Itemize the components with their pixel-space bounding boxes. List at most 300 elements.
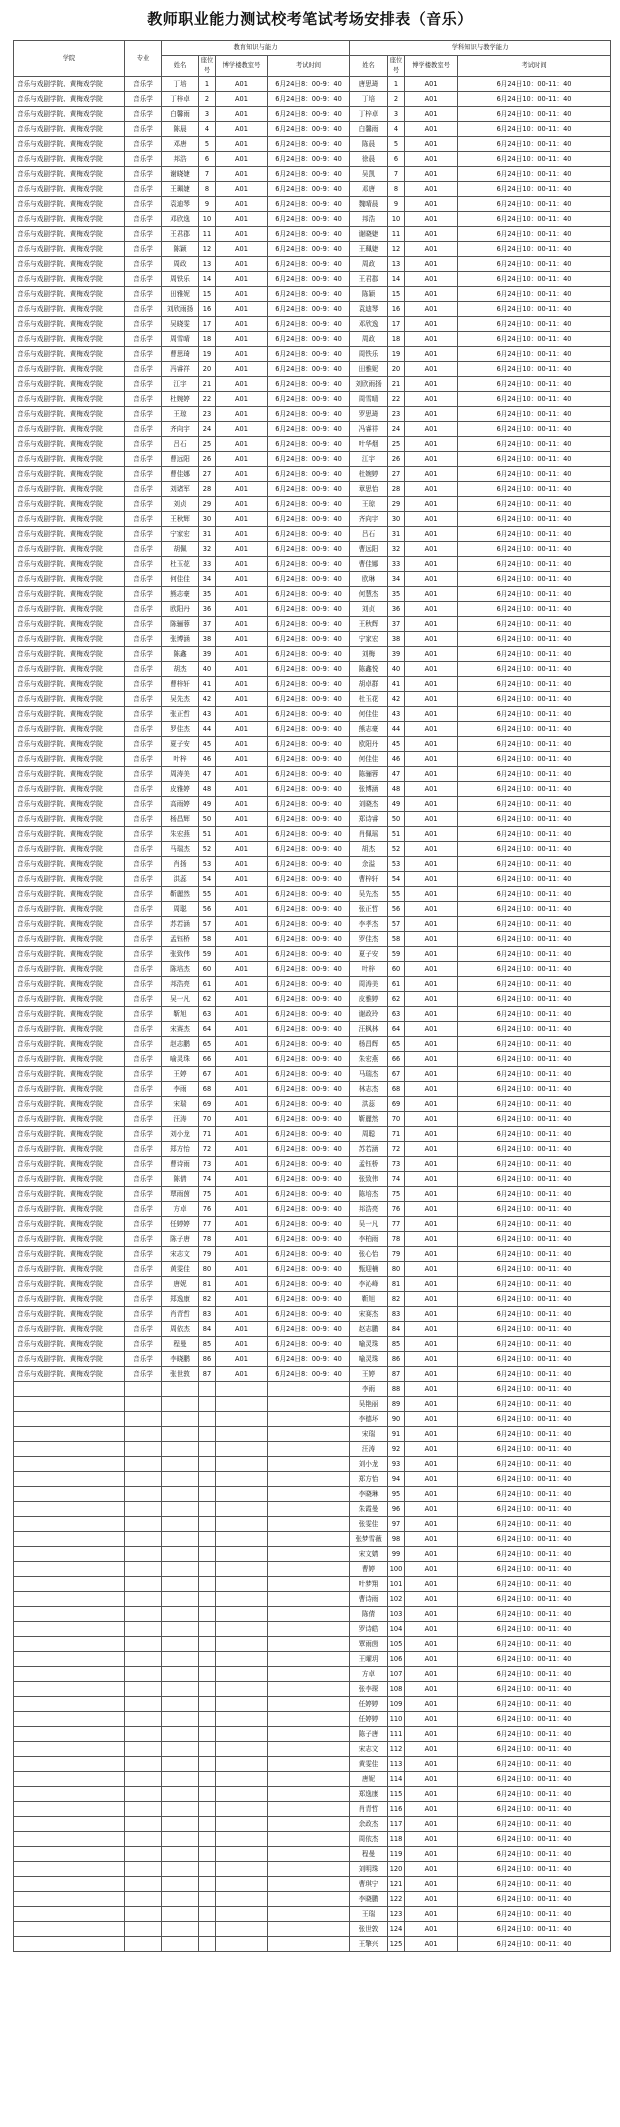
seat-cell-1: 83 xyxy=(199,1307,216,1322)
empty-cell xyxy=(199,1382,216,1397)
room-cell-1: A01 xyxy=(216,827,268,842)
empty-cell xyxy=(125,1502,162,1517)
time-cell-2: 6月24日10：00-11：40 xyxy=(458,1742,611,1757)
room-cell-2: A01 xyxy=(405,422,458,437)
empty-cell xyxy=(199,1742,216,1757)
empty-cell xyxy=(199,1922,216,1937)
time-cell-1: 6月24日8：00-9：40 xyxy=(268,167,350,182)
name-cell-2: 王秋辉 xyxy=(350,617,388,632)
header-room-2: 博学楼教室号 xyxy=(405,56,458,77)
empty-cell xyxy=(216,1772,268,1787)
empty-cell xyxy=(125,1382,162,1397)
time-cell-2: 6月24日10：00-11：40 xyxy=(458,1922,611,1937)
seat-cell-1: 66 xyxy=(199,1052,216,1067)
time-cell-1: 6月24日8：00-9：40 xyxy=(268,422,350,437)
seat-cell-2: 112 xyxy=(388,1742,405,1757)
room-cell-2: A01 xyxy=(405,1292,458,1307)
school-cell: 音乐与戏剧学院、黄梅戏学院 xyxy=(14,917,125,932)
seat-cell-2: 21 xyxy=(388,377,405,392)
room-cell-1: A01 xyxy=(216,1202,268,1217)
time-cell-2: 6月24日10：00-11：40 xyxy=(458,1772,611,1787)
seat-cell-2: 52 xyxy=(388,842,405,857)
name-cell-1: 靳旭 xyxy=(162,1007,199,1022)
table-row xyxy=(14,1112,611,1127)
room-cell-2: A01 xyxy=(405,1007,458,1022)
seat-cell-2: 15 xyxy=(388,287,405,302)
seat-cell-1: 32 xyxy=(199,542,216,557)
seat-cell-1: 60 xyxy=(199,962,216,977)
time-cell-2: 6月24日10：00-11：40 xyxy=(458,767,611,782)
table-row xyxy=(14,362,611,377)
name-cell-2: 宋瑞 xyxy=(350,1427,388,1442)
empty-cell xyxy=(162,1382,199,1397)
room-cell-2: A01 xyxy=(405,557,458,572)
table-row xyxy=(14,1007,611,1022)
major-cell: 音乐学 xyxy=(125,902,162,917)
empty-cell xyxy=(199,1667,216,1682)
name-cell-2: 洪蕊 xyxy=(350,1097,388,1112)
table-row xyxy=(14,1397,611,1412)
school-cell: 音乐与戏剧学院、黄梅戏学院 xyxy=(14,1247,125,1262)
school-cell: 音乐与戏剧学院、黄梅戏学院 xyxy=(14,662,125,677)
empty-cell xyxy=(216,1562,268,1577)
room-cell-2: A01 xyxy=(405,317,458,332)
table-row xyxy=(14,1187,611,1202)
seat-cell-2: 29 xyxy=(388,497,405,512)
school-cell: 音乐与戏剧学院、黄梅戏学院 xyxy=(14,557,125,572)
room-cell-1: A01 xyxy=(216,1172,268,1187)
time-cell-2: 6月24日10：00-11：40 xyxy=(458,1037,611,1052)
seat-cell-1: 86 xyxy=(199,1352,216,1367)
empty-cell xyxy=(162,1937,199,1952)
seat-cell-2: 30 xyxy=(388,512,405,527)
empty-cell xyxy=(125,1742,162,1757)
table-row xyxy=(14,497,611,512)
time-cell-1: 6月24日8：00-9：40 xyxy=(268,872,350,887)
empty-cell xyxy=(125,1757,162,1772)
time-cell-1: 6月24日8：00-9：40 xyxy=(268,587,350,602)
major-cell: 音乐学 xyxy=(125,467,162,482)
seat-cell-1: 22 xyxy=(199,392,216,407)
major-cell: 音乐学 xyxy=(125,332,162,347)
table-row xyxy=(14,1532,611,1547)
empty-cell xyxy=(216,1607,268,1622)
major-cell: 音乐学 xyxy=(125,572,162,587)
room-cell-1: A01 xyxy=(216,1067,268,1082)
empty-cell xyxy=(162,1442,199,1457)
room-cell-1: A01 xyxy=(216,1112,268,1127)
room-cell-2: A01 xyxy=(405,947,458,962)
seat-cell-2: 40 xyxy=(388,662,405,677)
name-cell-2: 何佳佳 xyxy=(350,707,388,722)
table-row xyxy=(14,812,611,827)
name-cell-1: 白馨雨 xyxy=(162,107,199,122)
seat-cell-1: 57 xyxy=(199,917,216,932)
time-cell-1: 6月24日8：00-9：40 xyxy=(268,257,350,272)
name-cell-1: 王婷 xyxy=(162,1067,199,1082)
empty-cell xyxy=(216,1667,268,1682)
school-cell: 音乐与戏剧学院、黄梅戏学院 xyxy=(14,392,125,407)
name-cell-1: 程曼 xyxy=(162,1337,199,1352)
time-cell-1: 6月24日8：00-9：40 xyxy=(268,1187,350,1202)
room-cell-1: A01 xyxy=(216,842,268,857)
header-room-1: 博学楼教室号 xyxy=(216,56,268,77)
name-cell-2: 程曼 xyxy=(350,1847,388,1862)
room-cell-2: A01 xyxy=(405,1637,458,1652)
empty-cell xyxy=(216,1892,268,1907)
name-cell-2: 李柏雨 xyxy=(350,1232,388,1247)
room-cell-1: A01 xyxy=(216,1292,268,1307)
room-cell-1: A01 xyxy=(216,932,268,947)
seat-cell-2: 111 xyxy=(388,1727,405,1742)
seat-cell-2: 96 xyxy=(388,1502,405,1517)
empty-cell xyxy=(162,1472,199,1487)
major-cell: 音乐学 xyxy=(125,1037,162,1052)
name-cell-2: 宋文婧 xyxy=(350,1547,388,1562)
time-cell-1: 6月24日8：00-9：40 xyxy=(268,1202,350,1217)
name-cell-2: 张心怡 xyxy=(350,1247,388,1262)
seat-cell-1: 26 xyxy=(199,452,216,467)
time-cell-2: 6月24日10：00-11：40 xyxy=(458,647,611,662)
time-cell-2: 6月24日10：00-11：40 xyxy=(458,1607,611,1622)
table-row xyxy=(14,1442,611,1457)
time-cell-1: 6月24日8：00-9：40 xyxy=(268,707,350,722)
empty-cell xyxy=(14,1772,125,1787)
room-cell-1: A01 xyxy=(216,872,268,887)
table-row xyxy=(14,572,611,587)
seat-cell-2: 98 xyxy=(388,1532,405,1547)
empty-cell xyxy=(125,1532,162,1547)
time-cell-2: 6月24日10：00-11：40 xyxy=(458,692,611,707)
major-cell: 音乐学 xyxy=(125,632,162,647)
seat-cell-1: 19 xyxy=(199,347,216,362)
major-cell: 音乐学 xyxy=(125,1052,162,1067)
empty-cell xyxy=(14,1487,125,1502)
table-row xyxy=(14,1757,611,1772)
time-cell-2: 6月24日10：00-11：40 xyxy=(458,1547,611,1562)
empty-cell xyxy=(14,1397,125,1412)
table-row xyxy=(14,917,611,932)
empty-cell xyxy=(268,1742,350,1757)
room-cell-1: A01 xyxy=(216,917,268,932)
table-row xyxy=(14,1742,611,1757)
school-cell: 音乐与戏剧学院、黄梅戏学院 xyxy=(14,692,125,707)
table-row xyxy=(14,1892,611,1907)
room-cell-2: A01 xyxy=(405,1172,458,1187)
room-cell-2: A01 xyxy=(405,1022,458,1037)
school-cell: 音乐与戏剧学院、黄梅戏学院 xyxy=(14,1277,125,1292)
name-cell-1: 王琼 xyxy=(162,407,199,422)
name-cell-1: 邓唐 xyxy=(162,137,199,152)
time-cell-2: 6月24日10：00-11：40 xyxy=(458,1892,611,1907)
empty-cell xyxy=(125,1802,162,1817)
room-cell-2: A01 xyxy=(405,842,458,857)
seat-cell-2: 51 xyxy=(388,827,405,842)
room-cell-1: A01 xyxy=(216,722,268,737)
time-cell-2: 6月24日10：00-11：40 xyxy=(458,1652,611,1667)
empty-cell xyxy=(268,1892,350,1907)
time-cell-2: 6月24日10：00-11：40 xyxy=(458,842,611,857)
name-cell-2: 陈骊蓉 xyxy=(350,767,388,782)
school-cell: 音乐与戏剧学院、黄梅戏学院 xyxy=(14,782,125,797)
empty-cell xyxy=(216,1487,268,1502)
name-cell-2: 张正哲 xyxy=(350,902,388,917)
seat-cell-1: 18 xyxy=(199,332,216,347)
seat-cell-2: 8 xyxy=(388,182,405,197)
room-cell-1: A01 xyxy=(216,662,268,677)
school-cell: 音乐与戏剧学院、黄梅戏学院 xyxy=(14,272,125,287)
empty-cell xyxy=(14,1862,125,1877)
name-cell-2: 刘明珠 xyxy=(350,1862,388,1877)
time-cell-2: 6月24日10：00-11：40 xyxy=(458,632,611,647)
room-cell-1: A01 xyxy=(216,122,268,137)
table-row xyxy=(14,1307,611,1322)
name-cell-2: 陈鑫悦 xyxy=(350,662,388,677)
table-row xyxy=(14,1217,611,1232)
seat-cell-1: 72 xyxy=(199,1142,216,1157)
name-cell-2: 李晓琳 xyxy=(350,1487,388,1502)
seat-cell-2: 110 xyxy=(388,1712,405,1727)
name-cell-2: 甄迎楠 xyxy=(350,1262,388,1277)
name-cell-1: 刘欣雨扬 xyxy=(162,302,199,317)
name-cell-2: 曹远阳 xyxy=(350,542,388,557)
seat-cell-2: 93 xyxy=(388,1457,405,1472)
time-cell-1: 6月24日8：00-9：40 xyxy=(268,1067,350,1082)
time-cell-2: 6月24日10：00-11：40 xyxy=(458,1532,611,1547)
major-cell: 音乐学 xyxy=(125,197,162,212)
time-cell-2: 6月24日10：00-11：40 xyxy=(458,977,611,992)
seat-cell-2: 37 xyxy=(388,617,405,632)
room-cell-2: A01 xyxy=(405,602,458,617)
name-cell-1: 宋赛杰 xyxy=(162,1022,199,1037)
seat-cell-2: 68 xyxy=(388,1082,405,1097)
room-cell-1: A01 xyxy=(216,632,268,647)
name-cell-1: 陈倩 xyxy=(162,1172,199,1187)
time-cell-1: 6月24日8：00-9：40 xyxy=(268,362,350,377)
room-cell-1: A01 xyxy=(216,242,268,257)
seat-cell-1: 40 xyxy=(199,662,216,677)
table-row xyxy=(14,707,611,722)
empty-cell xyxy=(162,1667,199,1682)
major-cell: 音乐学 xyxy=(125,782,162,797)
seat-cell-1: 6 xyxy=(199,152,216,167)
time-cell-1: 6月24日8：00-9：40 xyxy=(268,317,350,332)
time-cell-1: 6月24日8：00-9：40 xyxy=(268,932,350,947)
empty-cell xyxy=(199,1622,216,1637)
table-row xyxy=(14,677,611,692)
room-cell-2: A01 xyxy=(405,527,458,542)
name-cell-1: 胡佩 xyxy=(162,542,199,557)
name-cell-1: 曹佳娜 xyxy=(162,467,199,482)
time-cell-2: 6月24日10：00-11：40 xyxy=(458,1397,611,1412)
empty-cell xyxy=(125,1682,162,1697)
seat-cell-1: 81 xyxy=(199,1277,216,1292)
empty-cell xyxy=(199,1862,216,1877)
table-row xyxy=(14,1652,611,1667)
time-cell-2: 6月24日10：00-11：40 xyxy=(458,1202,611,1217)
seat-cell-2: 85 xyxy=(388,1337,405,1352)
name-cell-2: 王曜玥 xyxy=(350,1652,388,1667)
name-cell-2: 李晓鹏 xyxy=(350,1892,388,1907)
room-cell-2: A01 xyxy=(405,1352,458,1367)
empty-cell xyxy=(162,1562,199,1577)
major-cell: 音乐学 xyxy=(125,437,162,452)
room-cell-1: A01 xyxy=(216,962,268,977)
name-cell-2: 齐向宇 xyxy=(350,512,388,527)
time-cell-2: 6月24日10：00-11：40 xyxy=(458,1322,611,1337)
empty-cell xyxy=(268,1667,350,1682)
seat-cell-2: 62 xyxy=(388,992,405,1007)
seat-cell-2: 78 xyxy=(388,1232,405,1247)
room-cell-2: A01 xyxy=(405,542,458,557)
empty-cell xyxy=(199,1427,216,1442)
time-cell-2: 6月24日10：00-11：40 xyxy=(458,1172,611,1187)
seat-cell-2: 123 xyxy=(388,1907,405,1922)
time-cell-1: 6月24日8：00-9：40 xyxy=(268,752,350,767)
table-row xyxy=(14,1682,611,1697)
room-cell-2: A01 xyxy=(405,182,458,197)
room-cell-1: A01 xyxy=(216,332,268,347)
room-cell-2: A01 xyxy=(405,1922,458,1937)
major-cell: 音乐学 xyxy=(125,362,162,377)
name-cell-2: 张李琛 xyxy=(350,1682,388,1697)
room-cell-1: A01 xyxy=(216,392,268,407)
name-cell-1: 覃雨茵 xyxy=(162,1187,199,1202)
time-cell-2: 6月24日10：00-11：40 xyxy=(458,527,611,542)
table-row xyxy=(14,947,611,962)
seat-cell-2: 32 xyxy=(388,542,405,557)
empty-cell xyxy=(125,1547,162,1562)
school-cell: 音乐与戏剧学院、黄梅戏学院 xyxy=(14,212,125,227)
table-row xyxy=(14,227,611,242)
empty-cell xyxy=(14,1457,125,1472)
name-cell-2: 白馨雨 xyxy=(350,122,388,137)
empty-cell xyxy=(216,1937,268,1952)
seat-cell-2: 54 xyxy=(388,872,405,887)
table-row xyxy=(14,272,611,287)
room-cell-2: A01 xyxy=(405,332,458,347)
name-cell-1: 王君郡 xyxy=(162,227,199,242)
time-cell-2: 6月24日10：00-11：40 xyxy=(458,1457,611,1472)
seat-cell-1: 34 xyxy=(199,572,216,587)
empty-cell xyxy=(125,1697,162,1712)
empty-cell xyxy=(199,1847,216,1862)
name-cell-2: 叶梓 xyxy=(350,962,388,977)
name-cell-2: 张致伟 xyxy=(350,1172,388,1187)
table-row xyxy=(14,77,611,92)
time-cell-2: 6月24日10：00-11：40 xyxy=(458,1757,611,1772)
seat-cell-2: 102 xyxy=(388,1592,405,1607)
room-cell-1: A01 xyxy=(216,1127,268,1142)
empty-cell xyxy=(14,1817,125,1832)
school-cell: 音乐与戏剧学院、黄梅戏学院 xyxy=(14,407,125,422)
name-cell-2: 曹诗雨 xyxy=(350,1592,388,1607)
time-cell-2: 6月24日10：00-11：40 xyxy=(458,1847,611,1862)
name-cell-2: 张梦雪薇 xyxy=(350,1532,388,1547)
seat-cell-2: 44 xyxy=(388,722,405,737)
room-cell-2: A01 xyxy=(405,1577,458,1592)
empty-cell xyxy=(162,1922,199,1937)
name-cell-2: 杜玉花 xyxy=(350,692,388,707)
empty-cell xyxy=(216,1427,268,1442)
name-cell-1: 周聪 xyxy=(162,902,199,917)
seat-cell-1: 11 xyxy=(199,227,216,242)
time-cell-2: 6月24日10：00-11：40 xyxy=(458,617,611,632)
room-cell-2: A01 xyxy=(405,1532,458,1547)
header-time-2: 考试时间 xyxy=(458,56,611,77)
seat-cell-2: 46 xyxy=(388,752,405,767)
time-cell-2: 6月24日10：00-11：40 xyxy=(458,332,611,347)
seat-cell-2: 3 xyxy=(388,107,405,122)
empty-cell xyxy=(268,1487,350,1502)
empty-cell xyxy=(199,1487,216,1502)
time-cell-2: 6月24日10：00-11：40 xyxy=(458,422,611,437)
seat-cell-2: 75 xyxy=(388,1187,405,1202)
room-cell-2: A01 xyxy=(405,1382,458,1397)
time-cell-2: 6月24日10：00-11：40 xyxy=(458,1577,611,1592)
empty-cell xyxy=(199,1397,216,1412)
name-cell-1: 王珮婕 xyxy=(162,182,199,197)
seat-cell-2: 71 xyxy=(388,1127,405,1142)
room-cell-2: A01 xyxy=(405,962,458,977)
seat-cell-2: 6 xyxy=(388,152,405,167)
empty-cell xyxy=(14,1547,125,1562)
name-cell-1: 吴先杰 xyxy=(162,692,199,707)
time-cell-1: 6月24日8：00-9：40 xyxy=(268,962,350,977)
seat-cell-2: 7 xyxy=(388,167,405,182)
name-cell-1: 周铁乐 xyxy=(162,272,199,287)
empty-cell xyxy=(162,1742,199,1757)
time-cell-2: 6月24日10：00-11：40 xyxy=(458,1487,611,1502)
time-cell-2: 6月24日10：00-11：40 xyxy=(458,1727,611,1742)
empty-cell xyxy=(14,1937,125,1952)
school-cell: 音乐与戏剧学院、黄梅戏学院 xyxy=(14,767,125,782)
name-cell-2: 邓唐 xyxy=(350,182,388,197)
empty-cell xyxy=(268,1517,350,1532)
seat-cell-2: 53 xyxy=(388,857,405,872)
seat-cell-2: 103 xyxy=(388,1607,405,1622)
time-cell-2: 6月24日10：00-11：40 xyxy=(458,467,611,482)
school-cell: 音乐与戏剧学院、黄梅戏学院 xyxy=(14,932,125,947)
name-cell-1: 江宇 xyxy=(162,377,199,392)
room-cell-2: A01 xyxy=(405,1322,458,1337)
empty-cell xyxy=(125,1637,162,1652)
seat-cell-2: 55 xyxy=(388,887,405,902)
time-cell-1: 6月24日8：00-9：40 xyxy=(268,332,350,347)
school-cell: 音乐与戏剧学院、黄梅戏学院 xyxy=(14,572,125,587)
major-cell: 音乐学 xyxy=(125,497,162,512)
name-cell-1: 宁家宏 xyxy=(162,527,199,542)
table-row xyxy=(14,992,611,1007)
major-cell: 音乐学 xyxy=(125,707,162,722)
name-cell-2: 王瑞 xyxy=(350,1907,388,1922)
name-cell-2: 谢晓婕 xyxy=(350,227,388,242)
school-cell: 音乐与戏剧学院、黄梅戏学院 xyxy=(14,542,125,557)
empty-cell xyxy=(162,1817,199,1832)
empty-cell xyxy=(199,1562,216,1577)
seat-cell-2: 67 xyxy=(388,1067,405,1082)
room-cell-1: A01 xyxy=(216,497,268,512)
room-cell-1: A01 xyxy=(216,857,268,872)
name-cell-2: 靳旭 xyxy=(350,1292,388,1307)
time-cell-1: 6月24日8：00-9：40 xyxy=(268,182,350,197)
seat-cell-2: 18 xyxy=(388,332,405,347)
room-cell-2: A01 xyxy=(405,77,458,92)
room-cell-2: A01 xyxy=(405,662,458,677)
major-cell: 音乐学 xyxy=(125,887,162,902)
name-cell-1: 罗佳杰 xyxy=(162,722,199,737)
empty-cell xyxy=(162,1892,199,1907)
